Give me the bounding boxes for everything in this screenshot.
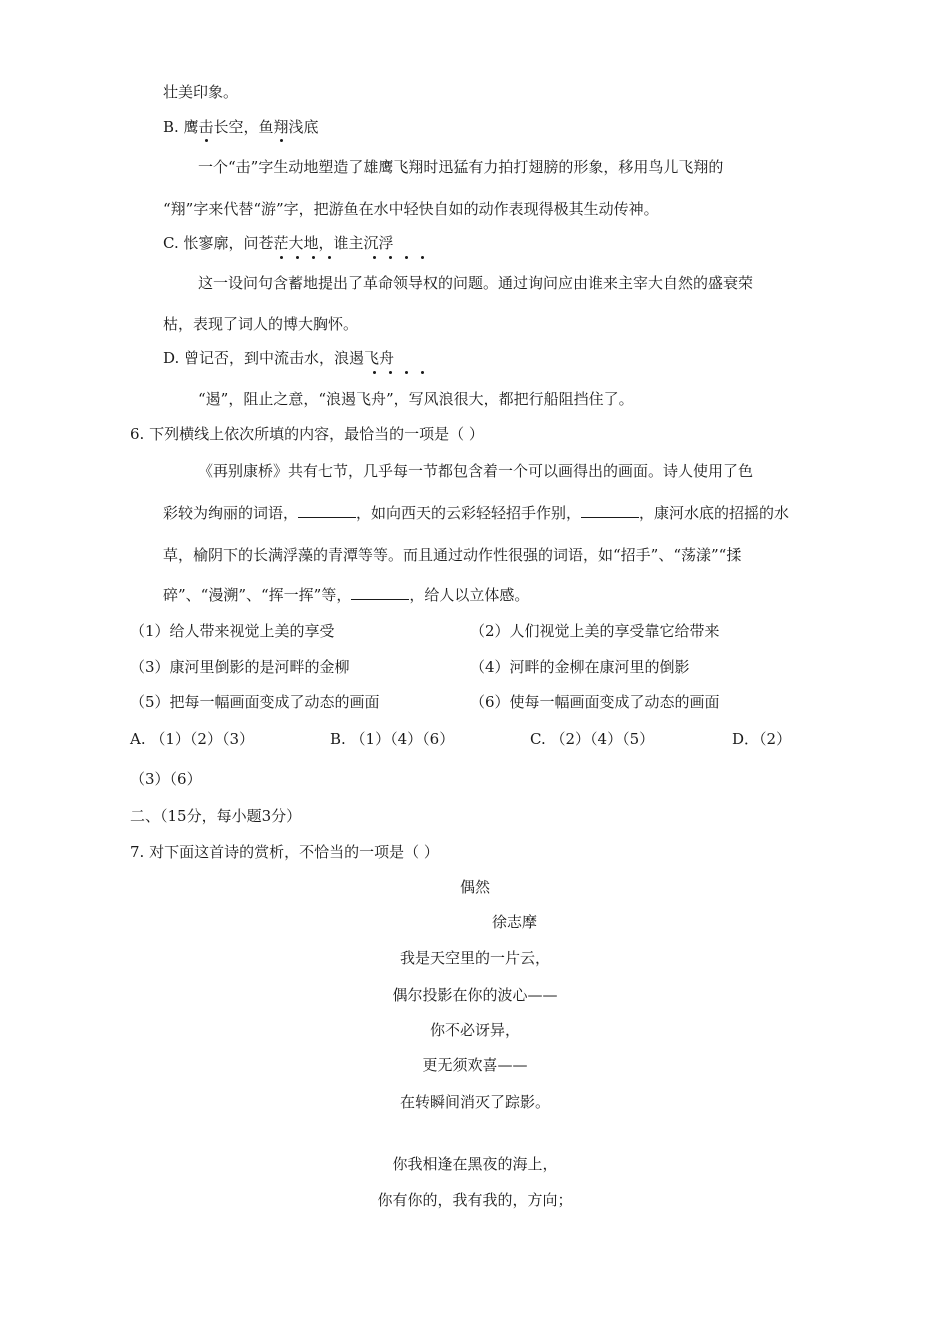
- text-segment: 碎”、“漫溯”、“挥一挥”等，: [163, 586, 352, 604]
- poem-line: 在转瞬间消灭了踪影。: [399, 1093, 550, 1111]
- option-d-heading: D. 曾记否，到中流击水，浪遏飞舟: [163, 349, 395, 367]
- text-segment: ，如向西天的云彩轻轻招手作别，: [356, 504, 582, 522]
- option-b-heading: B. 鹰击长空，鱼翔浅底: [163, 118, 319, 136]
- answer-option-a: A. （1）（2）（3）: [130, 730, 254, 748]
- poem-author: 徐志摩: [492, 913, 538, 931]
- text-line: [163, 503, 789, 523]
- answer-option-d: D．（2）: [732, 730, 792, 748]
- poem-title: 偶然: [459, 878, 490, 896]
- poem-line: 更无须欢喜——: [422, 1056, 528, 1074]
- text-segment: 彩较为绚丽的词语，: [163, 504, 299, 522]
- text-line: 草，榆阴下的长满浮藻的青潭等等。而且通过动作性很强的词语，如“招手”、“荡漾”“揉: [163, 546, 742, 564]
- answer-option-d-continued: （3）（6）: [130, 770, 202, 788]
- poem-line: 你不必讶异，: [429, 1021, 520, 1039]
- text-segment: ，康河水底的招摇的水: [639, 504, 790, 522]
- text-line: 一个“击”字生动地塑造了雄鹰飞翔时迅猛有力拍打翅膀的形象，移用鸟儿飞翔的: [198, 158, 724, 176]
- fill-blank: [298, 503, 356, 518]
- fill-blank: [581, 503, 639, 518]
- poem-line: 偶尔投影在你的波心——: [392, 986, 558, 1004]
- text-line: 《再别康桥》共有七节，几乎每一节都包含着一个可以画得出的画面。诗人使用了色: [198, 462, 754, 480]
- poem-line: 你我相逢在黑夜的海上，: [392, 1155, 558, 1173]
- choice-item-2: （2）人们视觉上美的享受靠它给带来: [470, 622, 720, 640]
- text-line: “翔”字来代替“游”字，把游鱼在水中轻快自如的动作表现得极其生动传神。: [163, 200, 659, 218]
- text-line: 枯，表现了词人的博大胸怀。: [163, 315, 359, 333]
- text-line: 壮美印象。: [163, 83, 239, 101]
- choice-item-5: （5）把每一幅画面变成了动态的画面: [130, 693, 380, 711]
- option-c-heading: C. 怅寥廓，问苍茫大地，谁主沉浮: [163, 234, 394, 252]
- poem-line: 我是天空里的一片云，: [399, 949, 550, 967]
- choice-item-1: （1）给人带来视觉上美的享受: [130, 622, 335, 640]
- question-7: 7. 对下面这首诗的赏析，不恰当的一项是（ ）: [130, 843, 439, 861]
- choice-item-4: （4）河畔的金柳在康河里的倒影: [470, 658, 690, 676]
- choice-item-6: （6）使每一幅画面变成了动态的画面: [470, 693, 720, 711]
- section-heading: 二、（15分，每小题3分）: [130, 807, 302, 825]
- question-6: 6. 下列横线上依次所填的内容，最恰当的一项是（ ）: [130, 425, 484, 443]
- poem-line: 你有你的，我有我的，方向；: [377, 1191, 573, 1209]
- answer-option-c: C. （2）（4）（5）: [530, 730, 655, 748]
- answer-option-b: B. （1）（4）（6）: [330, 730, 455, 748]
- fill-blank: [351, 585, 409, 600]
- text-line: “遏”，阻止之意，“浪遏飞舟”，写风浪很大，都把行船阻挡住了。: [198, 390, 634, 408]
- text-line: 这一设问句含蓄地提出了革命领导权的问题。通过询问应由谁来主宰大自然的盛衰荣: [198, 274, 754, 292]
- text-line: [163, 585, 529, 605]
- text-segment: ，给人以立体感。: [409, 586, 530, 604]
- choice-item-3: （3）康河里倒影的是河畔的金柳: [130, 658, 350, 676]
